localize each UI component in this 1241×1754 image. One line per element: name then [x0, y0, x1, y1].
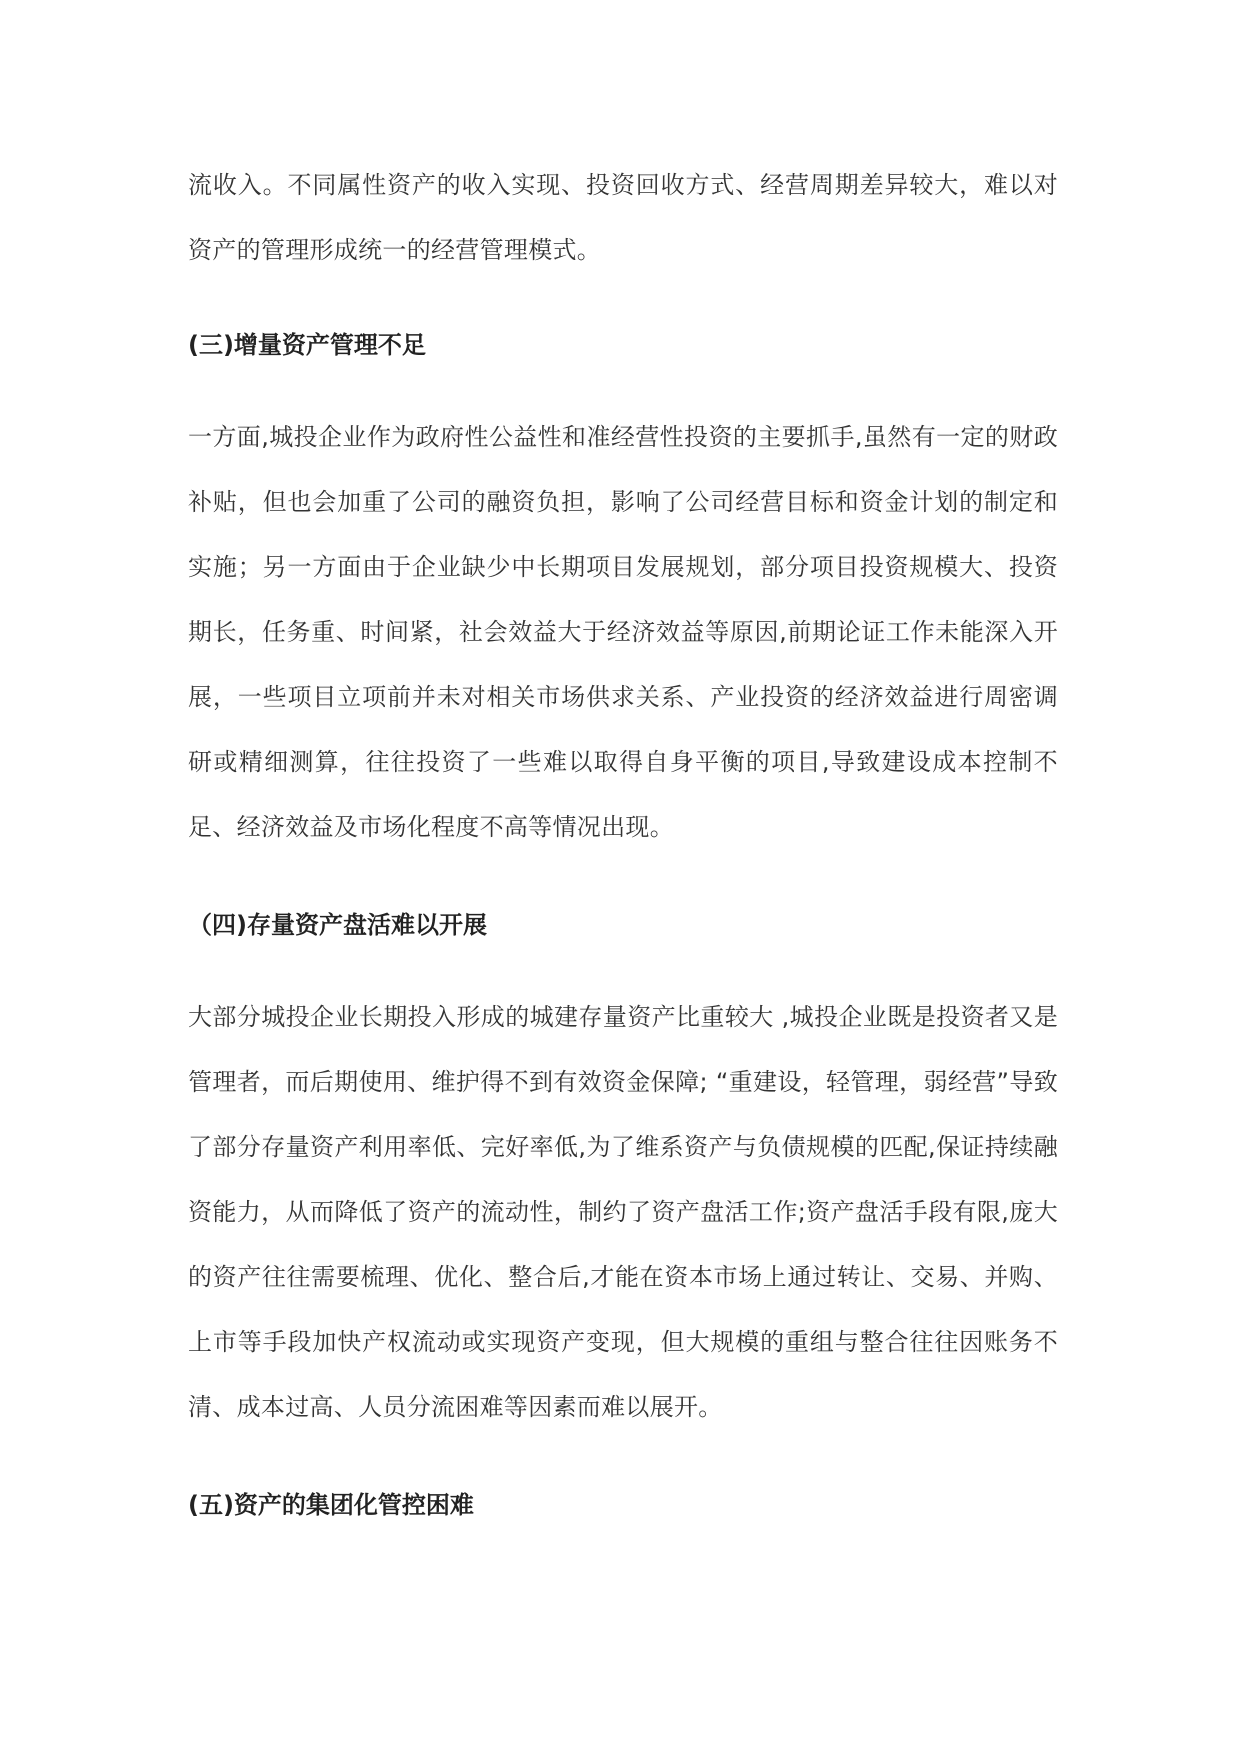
paragraph-2: 一方面,城投企业作为政府性公益性和准经营性投资的主要抓手,虽然有一定的财政补贴，但也会加重了公司的融资负担，影响了公司经营目标和资金计划的制定和实施；另一方面由于企业缺少中长期项目发展规划，部分项目投资规模大、投资期长，任务重、时间紧，社会效益大于经济效益等原因,前期论证工作未能深入开展，一些项目立项前并未对相关市场供求关系、产业投资的经济效益进行周密调研或精细测算，往往投资了一些难以取得自身平衡的项目,导致建设成本控制不足、经济效益及市场化程度不高等情况出现。	[188, 423, 1058, 841]
paragraph-1: 流收入。不同属性资产的收入实现、投资回收方式、经营周期差异较大，难以对资产的管理形成统一的经营管理模式。	[188, 171, 1058, 264]
section-heading-3: (三)增量资产管理不足	[188, 331, 426, 359]
section-heading-4: （四)存量资产盘活难以开展	[188, 911, 487, 939]
section-heading-5: (五)资产的集团化管控困难	[188, 1491, 474, 1519]
paragraph-3: 大部分城投企业长期投入形成的城建存量资产比重较大 ,城投企业既是投资者又是管理者，而后期使用、维护得不到有效资金保障; “重建设，轻管理，弱经营”导致了部分存量资产利用率低、完好率低,为了维系资产与负债规模的匹配,保证持续融资能力，从而降低了资产的流动性，制约了资产盘活工作;资产盘活手段有限,庞大的资产往往需要梳理、优化、整合后,才能在资本市场上通过转让、交易、并购、上市等手段加快产权流动或实现资产变现，但大规模的重组与整合往往因账务不清、成本过高、人员分流困难等因素而难以展开。	[188, 1003, 1058, 1421]
